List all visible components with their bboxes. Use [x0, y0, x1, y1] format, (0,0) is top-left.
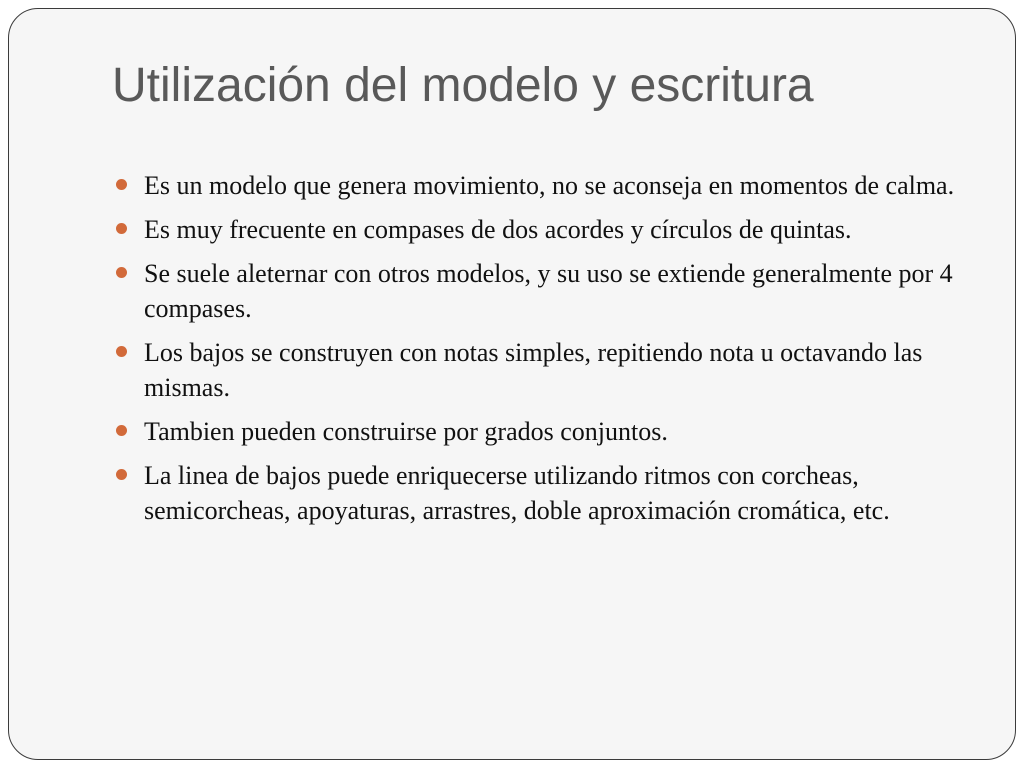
- bullet-item: [116, 414, 976, 449]
- slide-title: Utilización del modelo y escritura: [112, 59, 814, 112]
- bullet-dot-icon: [116, 267, 127, 278]
- bullet-item: [116, 335, 976, 405]
- bullet-text: Los bajos se construyen con notas simples, repitiendo nota u octavando las mismas.: [144, 338, 923, 402]
- bullet-item: [116, 212, 976, 247]
- bullet-text: Tambien pueden construirse por grados conjuntos.: [144, 417, 668, 446]
- bullet-text: Es muy frecuente en compases de dos acordes y círculos de quintas.: [144, 215, 852, 244]
- bullet-list: [116, 168, 976, 537]
- bullet-dot-icon: [116, 223, 127, 234]
- bullet-dot-icon: [116, 425, 127, 436]
- bullet-text: Es un modelo que genera movimiento, no se aconseja en momentos de calma.: [144, 171, 955, 200]
- bullet-item: [116, 458, 976, 528]
- bullet-dot-icon: [116, 179, 127, 190]
- bullet-dot-icon: [116, 346, 127, 357]
- bullet-text: Se suele aleternar con otros modelos, y su uso se extiende generalmente por 4 compases.: [144, 259, 953, 323]
- bullet-dot-icon: [116, 469, 127, 480]
- bullet-text: La linea de bajos puede enriquecerse utilizando ritmos con corcheas, semicorcheas, apoyaturas, arrastres, doble aproximación cromática, etc.: [144, 461, 890, 525]
- bullet-item: [116, 168, 976, 203]
- bullet-item: [116, 256, 976, 326]
